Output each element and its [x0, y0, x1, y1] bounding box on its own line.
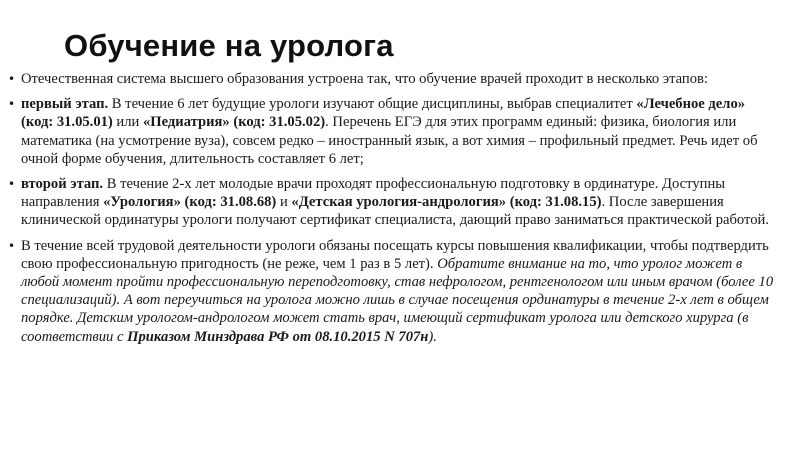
bullet-icon: •	[8, 97, 16, 112]
specialty-general-medicine: «Лечебное дело» (код: 31.05.01)	[21, 96, 746, 131]
residency-pediatric-urology: «Детская урология-андрология» (код: 31.08.15)	[291, 194, 602, 211]
note-text: Обратите внимание на то, что уролог может в любой момент пройти профессиональную переподготовку, став нефрологом, рентгенологом или иным врачом (более 10 специализаций). А вот переучиться на уролога можно лишь в случае посещения ординатуры в течение 2-х лет в общем порядке. Детским урологом-андрологом может стать врач, имеющий сертификат уролога или детского хирурга (в соответствии с	[21, 255, 774, 345]
second-stage-label: второй этап.	[21, 176, 104, 193]
list-item-continuing-education	[8, 237, 778, 346]
intro-text: Отечественная система высшего образования устроена так, что обучение врачей проходит в несколько этапов:	[21, 71, 708, 87]
continuing-education-text: В течение всей трудовой деятельности урологи обязаны посещать курсы повышения квалификации, чтобы подтвердить свою профессиональную пригодность (не реже, чем 1 раз в 5 лет).	[21, 237, 769, 272]
first-stage-label: первый этап.	[21, 96, 109, 113]
first-stage-text: В течение 6 лет будущие урологи изучают общие дисциплины, выбрав специалитет	[108, 96, 637, 113]
list-item-second-stage	[8, 175, 778, 230]
bullet-icon: •	[8, 72, 16, 86]
first-stage-details: . Перечень ЕГЭ для этих программ единый: физика, биология или математика (на усмотрение вуза), совсем редко – иностранный язык, а вот химия – профильный предмет. Речь идет об очной форме обучения, длительность составляет 6 лет;	[21, 114, 758, 167]
specialty-pediatrics: «Педиатрия» (код: 31.05.02)	[142, 114, 326, 131]
bullet-list	[8, 70, 778, 353]
second-stage-details: . После завершения клинической ординатуры урологи получают сертификат специалиста, дающий право заниматься практической работой.	[21, 194, 769, 229]
second-stage-text: В течение 2-х лет молодые врачи проходят профессиональную подготовку в ординатуре. Доступны направления	[21, 176, 726, 211]
residency-urology: «Урология» (код: 31.08.68)	[103, 194, 277, 211]
ministry-order-reference: Приказом Минздрава РФ от 08.10.2015 N 707н	[127, 328, 429, 345]
bullet-icon: •	[8, 238, 16, 253]
list-item-intro	[8, 70, 778, 88]
second-stage-connector: и	[276, 194, 292, 211]
slide-title: Обучение на уролога	[64, 28, 394, 63]
list-item-first-stage	[8, 95, 778, 168]
note-closing: ).	[428, 328, 437, 345]
bullet-icon: •	[8, 177, 16, 192]
first-stage-connector: или	[112, 114, 143, 131]
